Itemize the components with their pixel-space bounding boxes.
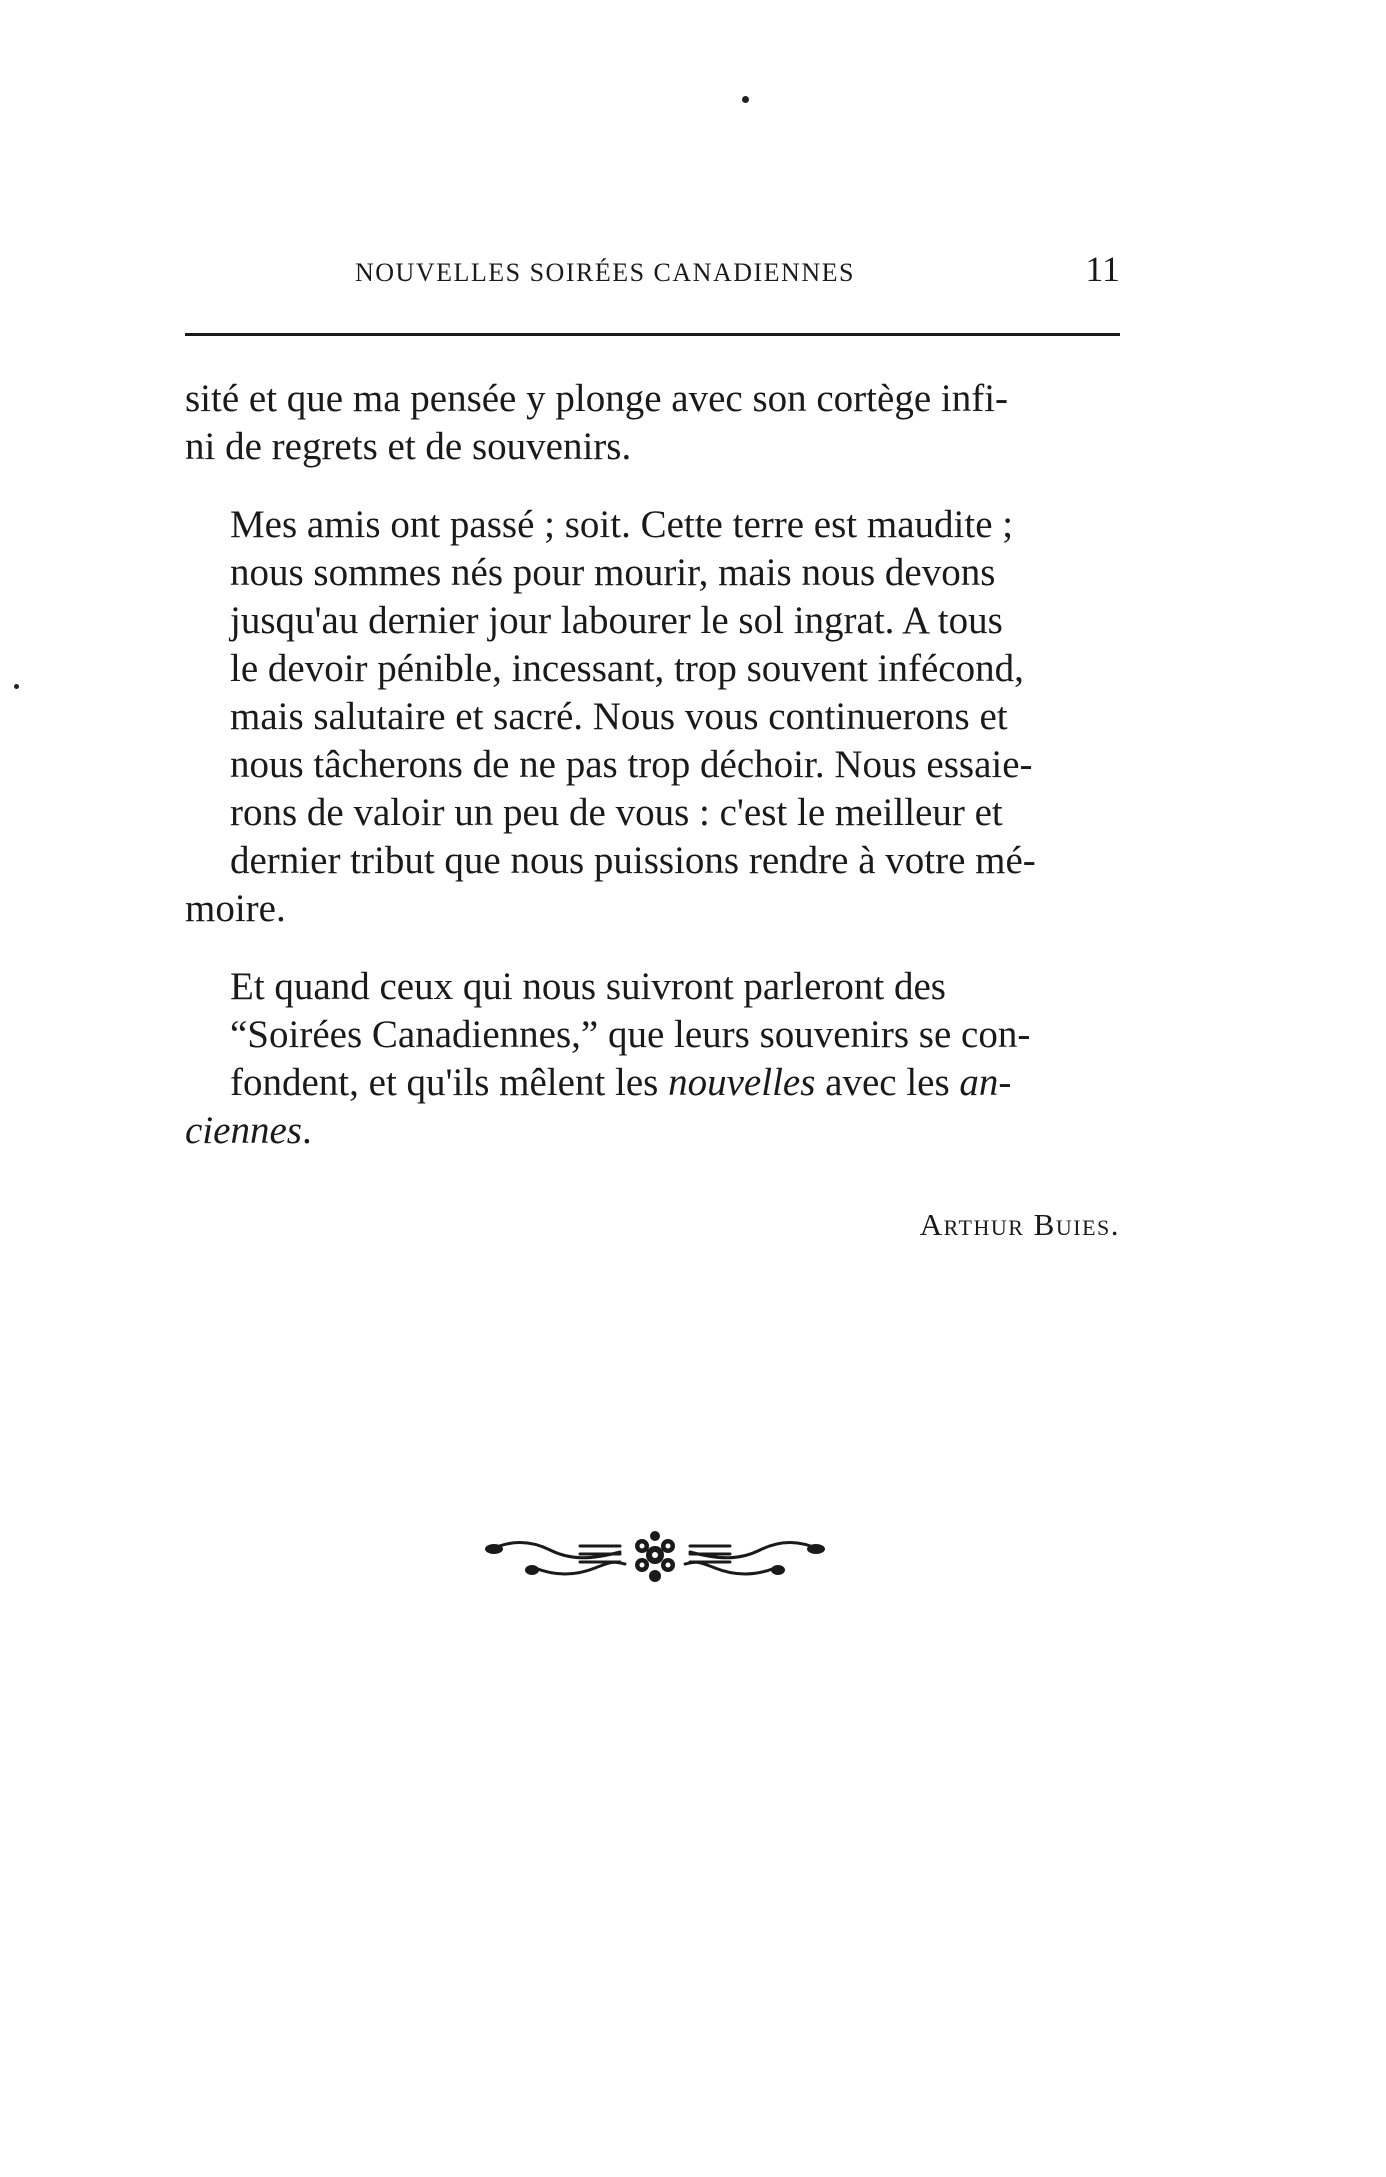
header-rule <box>185 333 1120 336</box>
author-signature: Arthur Buies. <box>919 1207 1120 1242</box>
text-fragment: avec les <box>825 1061 950 1104</box>
text-line: le devoir pénible, incessant, trop souvent infécond, <box>230 647 1024 690</box>
text-fragment: . <box>301 1109 312 1152</box>
italic-text: an- <box>959 1061 1012 1104</box>
text-line: moire. <box>185 887 286 930</box>
paragraph <box>185 963 1120 1155</box>
text-line <box>185 1109 312 1152</box>
text-line: Mes amis ont passé ; soit. Cette terre est maudite ; <box>230 503 1014 546</box>
print-speck <box>14 684 19 689</box>
italic-text: ciennes <box>185 1109 302 1152</box>
running-head <box>185 248 1120 298</box>
paragraph <box>185 501 1120 933</box>
text-fragment: fondent, et qu'ils mêlent les <box>230 1061 659 1104</box>
text-line: nous sommes nés pour mourir, mais nous devons <box>230 551 996 594</box>
running-title: NOUVELLES SOIRÉES CANADIENNES <box>355 258 855 287</box>
text-line: ni de regrets et de souvenirs. <box>185 425 632 468</box>
text-line: mais salutaire et sacré. Nous vous continuerons et <box>230 695 1008 738</box>
italic-text: nouvelles <box>668 1061 816 1104</box>
text-line: rons de valoir un peu de vous : c'est le meilleur et <box>230 791 1003 834</box>
text-line: sité et que ma pensée y plonge avec son cortège infi- <box>185 377 1009 420</box>
floral-tailpiece-ornament-icon <box>480 1528 830 1590</box>
text-line: nous tâcherons de ne pas trop déchoir. Nous essaie- <box>230 743 1033 786</box>
paragraph-continuation <box>185 375 1120 471</box>
text-line <box>185 1059 1120 1107</box>
text-line: jusqu'au dernier jour labourer le sol ingrat. A tous <box>230 599 1003 642</box>
text-line: dernier tribut que nous puissions rendre à votre mé- <box>230 839 1036 882</box>
text-line: Et quand ceux qui nous suivront parleront des <box>230 965 946 1008</box>
body-text <box>185 375 1120 1155</box>
page-number: 11 <box>1085 249 1120 289</box>
print-speck <box>742 96 749 103</box>
text-line: “Soirées Canadiennes,” que leurs souvenirs se con- <box>230 1013 1031 1056</box>
